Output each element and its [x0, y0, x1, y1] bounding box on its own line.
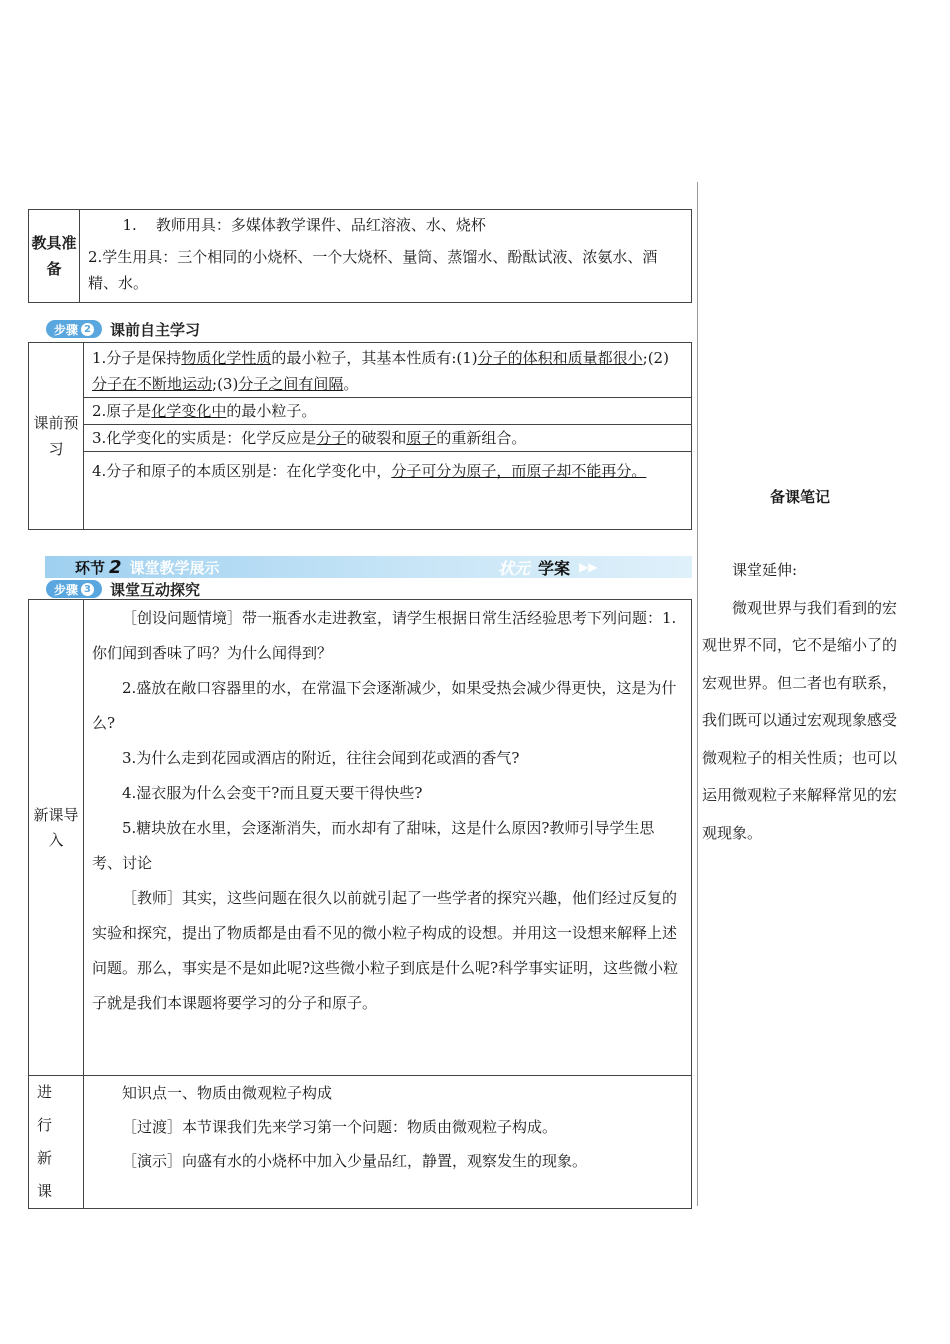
newlesson-p3: ［演示］向盛有水的小烧杯中加入少量品红，静置，观察发生的现象。 [122, 1152, 588, 1170]
stage-number: 2 [109, 556, 122, 578]
notes-body [702, 552, 910, 852]
intro-content [84, 600, 692, 1076]
preview-row2: 2.原子是化学变化中的最小粒子。 [84, 398, 692, 425]
step3-title: 课堂互动探究 [110, 580, 201, 599]
preview-label: 课前预习 [29, 343, 84, 530]
step2-banner [46, 319, 200, 339]
step2-pill-text: 步骤 [54, 322, 79, 337]
column-divider [697, 182, 698, 1206]
stage-title: 课堂教学展示 [129, 558, 220, 577]
preview-table [28, 342, 692, 530]
step3-pill [46, 580, 102, 598]
intro-p4: 4.湿衣服为什么会变干?而且夏天要干得快些? [122, 784, 423, 802]
newlesson-label-text: 进行新课 [37, 1083, 53, 1200]
intro-p2: 2.盛放在敞口容器里的水，在常温下会逐渐减少，如果受热会减少得更快，这是为什么? [92, 679, 677, 732]
notes-text: 微观世界与我们看到的宏观世界不同，它不是缩小了的宏观世界。但二者也有联系，我们既可以通过宏观现象感受微观粒子的相关性质；也可以运用微观粒子来解释常见的宏观现象。 [702, 598, 898, 842]
step2-pill [46, 320, 102, 338]
step2-title: 课前自主学习 [110, 320, 201, 339]
preview-row3: 3.化学变化的实质是：化学反应是分子的破裂和原子的重新组合。 [84, 425, 692, 452]
stage-brand-b: 学案 [538, 558, 571, 578]
stage-label: 环节 [75, 558, 106, 577]
prep-label: 教具准备 [29, 210, 80, 303]
lesson-table [28, 599, 692, 1209]
prep-table [28, 209, 692, 303]
prep-line1: 1. 教师用具：多媒体教学课件、品红溶液、水、烧杯 [122, 216, 486, 234]
stage-banner [45, 556, 692, 578]
stage-brand-a: 状元 [498, 558, 531, 578]
newlesson-p1: 知识点一、物质由微观粒子构成 [122, 1084, 333, 1102]
newlesson-label [29, 1076, 84, 1209]
prep-line2: 2.学生用具：三个相同的小烧杯、一个大烧杯、量筒、蒸馏水、酚酞试液、浓氨水、酒精、水。 [88, 248, 658, 292]
notes-title: 备课笔记 [770, 488, 831, 506]
double-arrow-icon: ▶▶ [579, 560, 598, 574]
step3-num: 3 [81, 583, 94, 596]
intro-p6: ［教师］其实，这些问题在很久以前就引起了一些学者的探究兴趣，他们经过反复的实验和探究，提出了物质都是由看不见的微小粒子构成的设想。并用这一设想来解释上述问题。那么，事实是不是如此呢?这些微小粒子到底是什么呢?科学事实证明，这些微小粒子就是我们本课题将要学习的分子和原子。 [92, 889, 679, 1012]
intro-p1: ［创设问题情境］带一瓶香水走进教室，请学生根据日常生活经验思考下列问题：1.你们闻到香味了吗？为什么闻得到？ [92, 609, 677, 662]
step2-num: 2 [81, 323, 94, 336]
preview-row1: 1.分子是保持物质化学性质的最小粒子，其基本性质有:(1)分子的体积和质量都很小;(2)分子在不断地运动;(3)分子之间有间隔。 [84, 343, 692, 398]
intro-label: 新课导入 [29, 600, 84, 1076]
notes-heading: 课堂延伸: [732, 561, 798, 579]
step3-pill-text: 步骤 [54, 582, 79, 597]
newlesson-content [84, 1076, 692, 1209]
preview-row4: 4.分子和原子的本质区别是：在化学变化中，分子可分为原子，而原子却不能再分。 [84, 452, 692, 530]
step3-banner [46, 579, 200, 599]
intro-p5: 5.糖块放在水里，会逐渐消失，而水却有了甜味，这是什么原因?教师引导学生思考、讨论 [92, 819, 655, 872]
intro-p3: 3.为什么走到花园或酒店的附近，往往会闻到花或酒的香气? [122, 749, 520, 767]
newlesson-p2: ［过渡］本节课我们先来学习第一个问题：物质由微观粒子构成。 [122, 1118, 558, 1136]
